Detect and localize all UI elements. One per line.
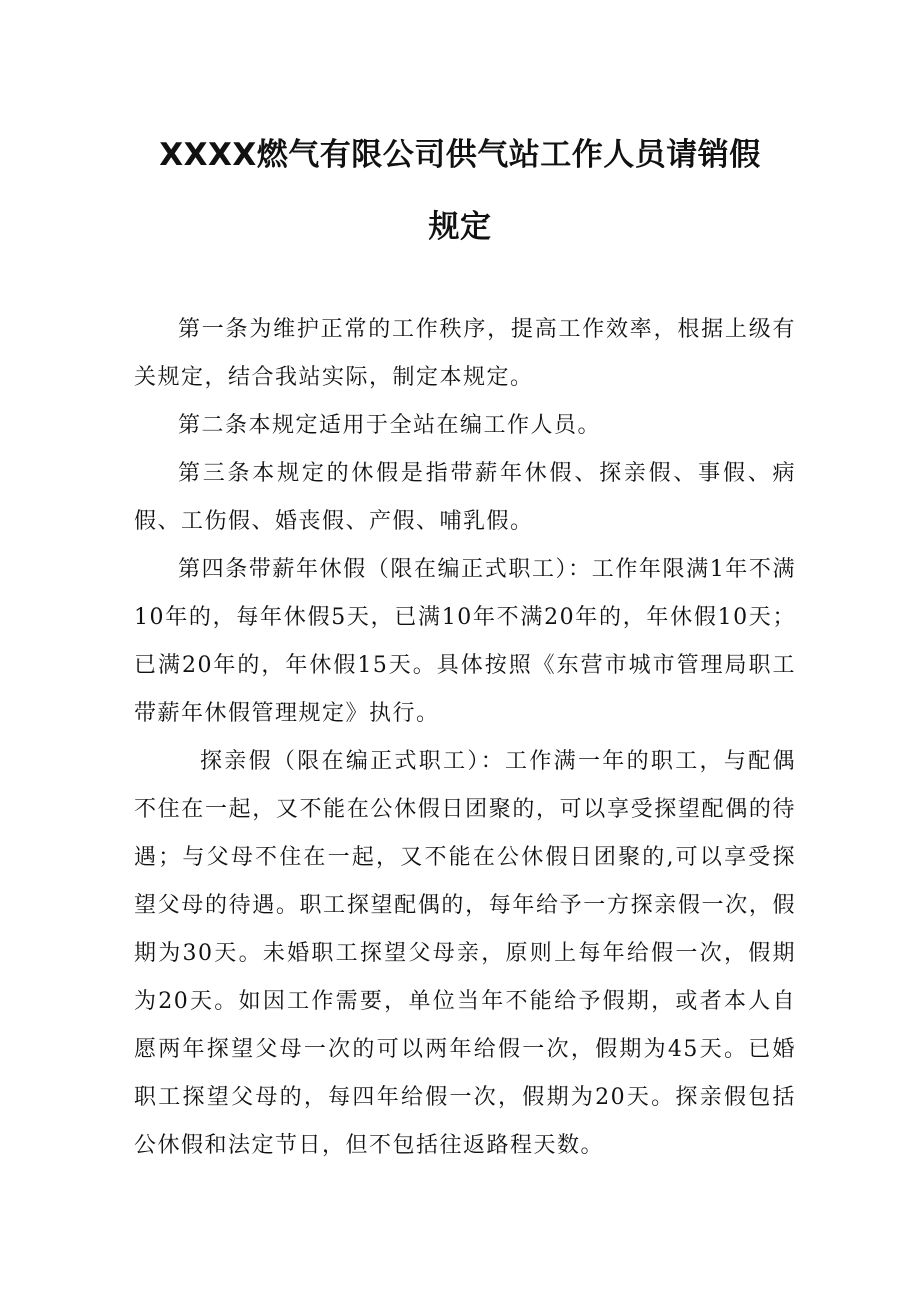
document-body [134,306,796,1170]
document-title-line-1: XXXX燃气有限公司供气站工作人员请销假 [159,137,761,173]
home-leave-paragraph: 探亲假（限在编正式职工）：工作满一年的职工，与配偶不住在一起，又不能在公休假日团聚的，可以享受探望配偶的待遇；与父母不住在一起，又不能在公休假日团聚的,可以享受探望父母的待遇。职工探望配偶的，每年给予一方探亲假一次，假期为30天。未婚职工探望父母亲，原则上每年给假一次，假期为20天。如因工作需要，单位当年不能给予假期，或者本人自愿两年探望父母一次的可以两年给假一次，假期为45天。已婚职工探望父母的，每四年给假一次，假期为20天。探亲假包括公休假和法定节日，但不包括往返路程天数。 [134,749,796,1158]
article-3-paragraph: 第三条本规定的休假是指带薪年休假、探亲假、事假、病假、工伤假、婚丧假、产假、哺乳假。 [134,461,796,534]
document-title-line-2: 规定 [428,209,492,245]
article-2-paragraph: 第二条本规定适用于全站在编工作人员。 [178,413,602,438]
article-4-paragraph: 第四条带薪年休假（限在编正式职工）：工作年限满1年不满10年的，每年休假5天，已满10年不满20年的，年休假10天；已满20年的，年休假15天。具体按照《东营市城市管理局职工带薪年休假管理规定》执行。 [134,557,796,726]
article-1-paragraph: 第一条为维护正常的工作秩序，提高工作效率，根据上级有关规定，结合我站实际，制定本规定。 [134,317,796,390]
